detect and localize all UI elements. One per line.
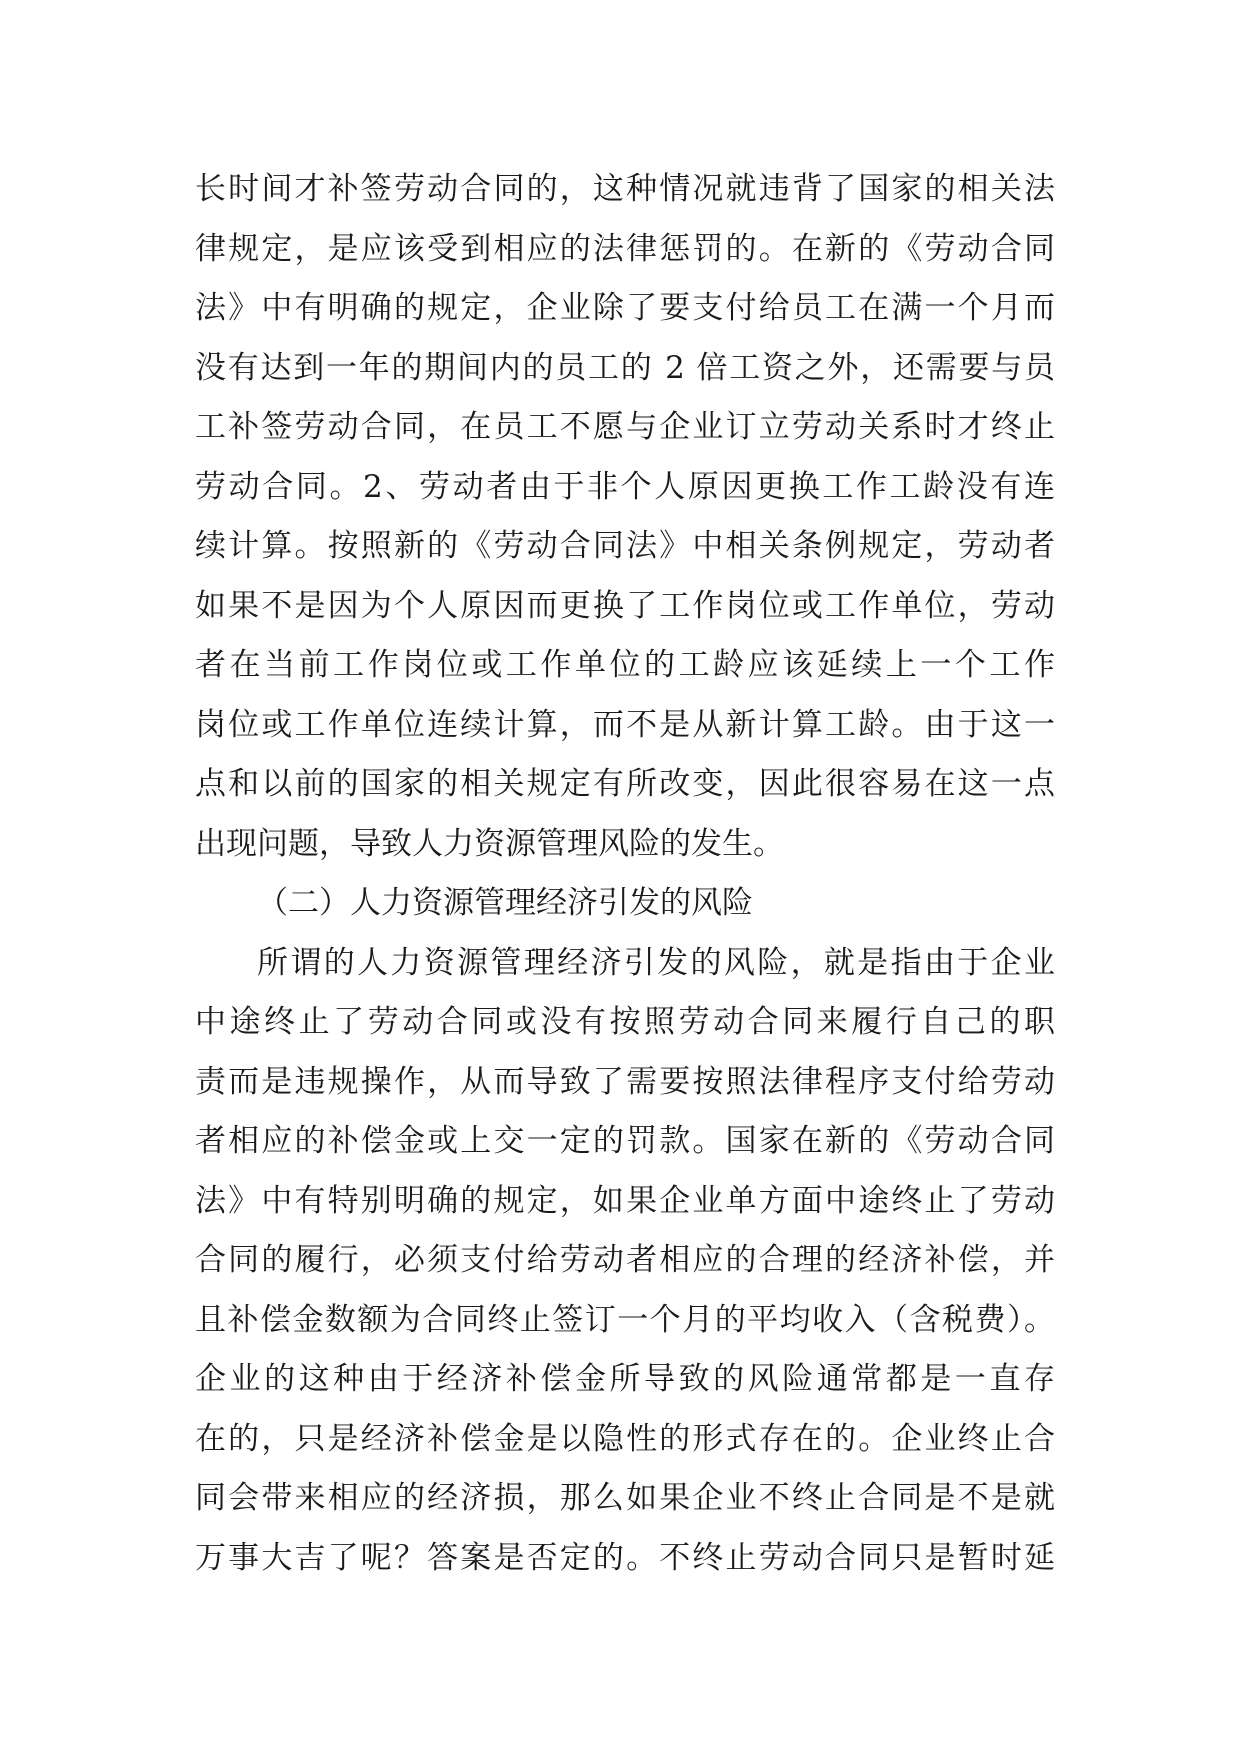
text-line: 劳动合同。2、劳动者由于非个人原因更换工作工龄没有连 (195, 468, 1055, 505)
text-line: 律规定，是应该受到相应的法律惩罚的。在新的《劳动合同 (195, 230, 1055, 267)
text-line: 工补签劳动合同，在员工不愿与企业订立劳动关系时才终止 (195, 409, 1055, 445)
text-line: 法》中有明确的规定，企业除了要支付给员工在满一个月而 (195, 290, 1055, 326)
text-line: 长时间才补签劳动合同的，这种情况就违背了国家的相关法 (195, 171, 1055, 207)
section-heading: （二）人力资源管理经济引发的风险 (257, 885, 753, 921)
text-line: 出现问题，导致人力资源管理风险的发生。 (195, 825, 784, 862)
text-line: 万事大吉了呢？答案是否定的。不终止劳动合同只是暂时延 (195, 1539, 1055, 1576)
paragraph-first-line: 所谓的人力资源管理经济引发的风险，就是指由于企业 (257, 944, 1055, 981)
text-line: 责而是违规操作，从而导致了需要按照法律程序支付给劳动 (195, 1063, 1055, 1100)
body-text (195, 160, 1055, 1588)
text-line: 法》中有特别明确的规定，如果企业单方面中途终止了劳动 (195, 1182, 1055, 1219)
text-line: 且补偿金数额为合同终止签订一个月的平均收入（含税费）。 (195, 1301, 1055, 1338)
text-line: 岗位或工作单位连续计算，而不是从新计算工龄。由于这一 (195, 706, 1055, 743)
text-line: 者在当前工作岗位或工作单位的工龄应该延续上一个工作 (195, 647, 1055, 683)
text-line: 企业的这种由于经济补偿金所导致的风险通常都是一直存 (195, 1361, 1055, 1397)
text-line: 如果不是因为个人原因而更换了工作岗位或工作单位，劳动 (195, 587, 1055, 624)
text-line: 续计算。按照新的《劳动合同法》中相关条例规定，劳动者 (195, 528, 1055, 564)
text-line: 点和以前的国家的相关规定有所改变，因此很容易在这一点 (195, 766, 1055, 802)
text-line: 同会带来相应的经济损，那么如果企业不终止合同是不是就 (195, 1480, 1055, 1516)
text-line: 中途终止了劳动合同或没有按照劳动合同来履行自己的职 (195, 1004, 1055, 1040)
text-line: 者相应的补偿金或上交一定的罚款。国家在新的《劳动合同 (195, 1123, 1055, 1159)
text-line: 在的，只是经济补偿金是以隐性的形式存在的。企业终止合 (195, 1420, 1055, 1457)
text-line: 没有达到一年的期间内的员工的 2 倍工资之外，还需要与员 (195, 349, 1055, 386)
text-line: 合同的履行，必须支付给劳动者相应的合理的经济补偿，并 (195, 1242, 1055, 1278)
